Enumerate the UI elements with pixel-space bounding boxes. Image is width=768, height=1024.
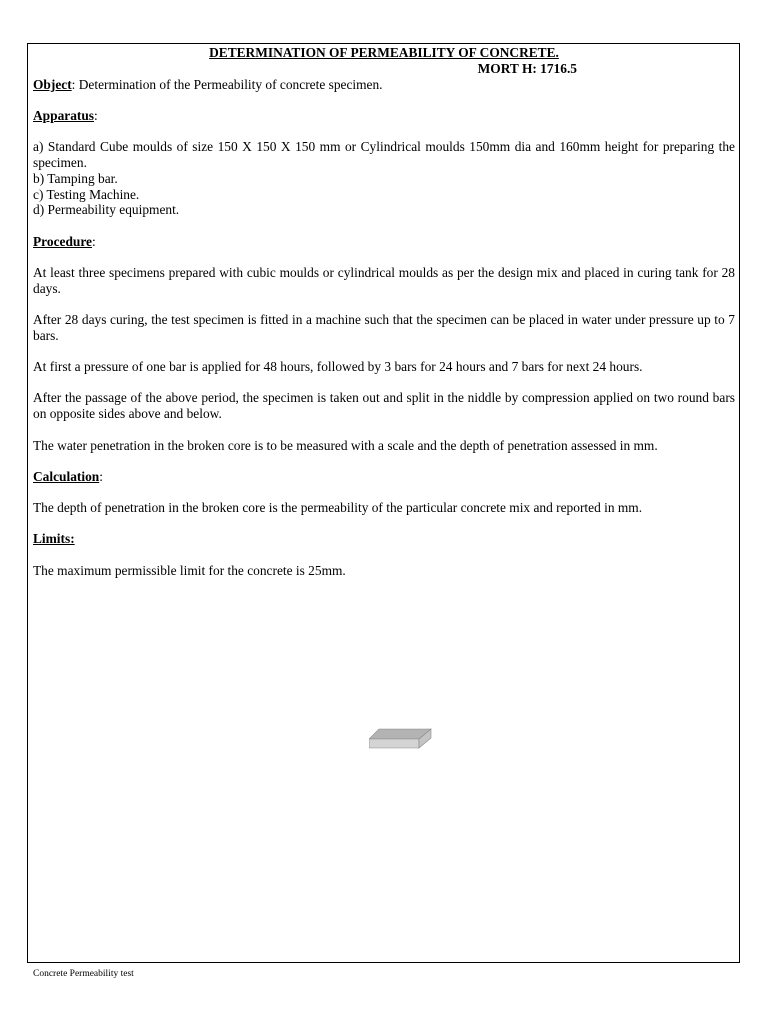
apparatus-heading: Apparatus: — [33, 107, 98, 123]
apparatus-item: d) Permeability equipment. — [33, 202, 180, 218]
calculation-label: Calculation — [33, 468, 100, 484]
apparatus-label: Apparatus — [33, 107, 95, 123]
apparatus-item: a) Standard Cube moulds of size 150 X 150 X 150 mm or Cylindrical moulds 150mm dia and 160mm height for preparing the specimen. — [33, 139, 735, 170]
document-body — [33, 45, 735, 579]
procedure-paragraph: The water penetration in the broken core is to be measured with a scale and the depth of penetration assessed in mm. — [33, 437, 658, 453]
procedure-label: Procedure — [33, 233, 93, 249]
slab-front-face — [369, 739, 419, 748]
procedure-heading: Procedure: — [33, 233, 96, 249]
limits-label: Limits: — [33, 531, 75, 547]
apparatus-item: b) Tamping bar. — [33, 170, 118, 186]
object-line — [33, 77, 735, 93]
procedure-paragraph: After 28 days curing, the test specimen is fitted in a machine such that the specimen can be placed in water under pressure up to 7 bars. — [33, 312, 735, 343]
procedure-paragraph: At least three specimens prepared with cubic moulds or cylindrical moulds as per the design mix and placed in curing tank for 28 days. — [33, 264, 735, 296]
procedure-paragraph: After the passage of the above period, the specimen is taken out and split in the niddle by compression applied on two round bars on opposite sides above and below. — [33, 390, 735, 422]
limits-text: The maximum permissible limit for the concrete is 25mm. — [33, 562, 346, 578]
calculation-heading: Calculation: — [33, 468, 103, 484]
object-text: : Determination of the Permeability of concrete specimen. — [71, 76, 383, 92]
calculation-text: The depth of penetration in the broken core is the permeability of the particular concrete mix and reported in mm. — [33, 500, 643, 516]
procedure-paragraph: At first a pressure of one bar is applied for 48 hours, followed by 3 bars for 24 hours and 7 bars for next 24 hours. — [33, 359, 643, 375]
limits-heading — [33, 531, 735, 547]
object-label: Object — [33, 76, 72, 92]
document-title: DETERMINATION OF PERMEABILITY OF CONCRETE. — [209, 45, 559, 60]
specimen-slab-graphic — [369, 728, 433, 750]
specification-code: MORT H: 1716.5 — [477, 60, 577, 76]
apparatus-item: c) Testing Machine. — [33, 186, 140, 202]
page-footer: Concrete Permeability test — [33, 969, 134, 979]
